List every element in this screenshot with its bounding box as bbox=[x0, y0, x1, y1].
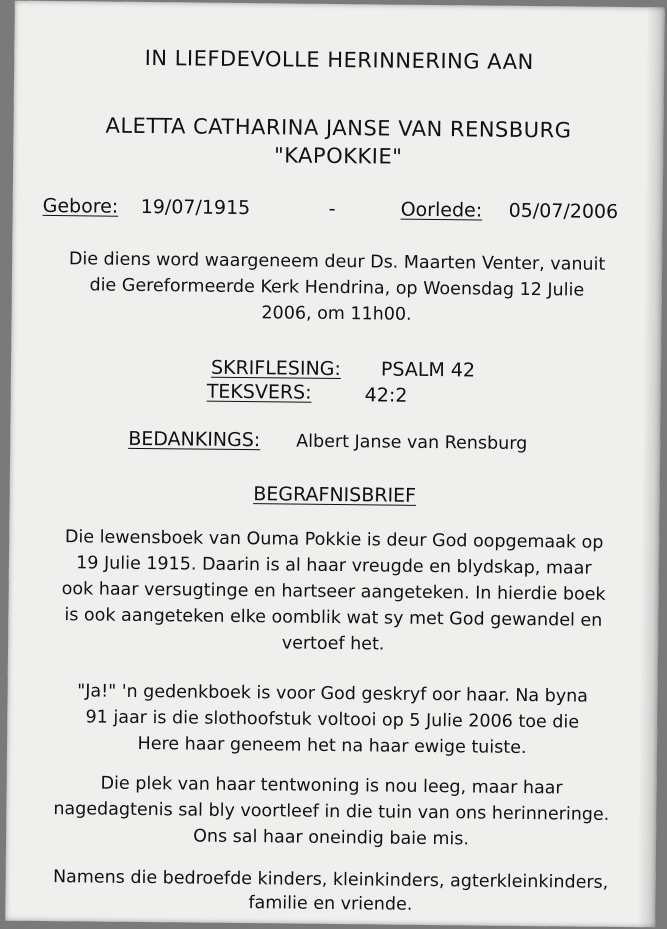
paragraph-line: nagedagtenis sal bly voortleef in die tuin van ons herinneringe. bbox=[53, 799, 610, 825]
born-date: 19/07/1915 bbox=[140, 195, 251, 220]
paragraph-line: Die plek van haar tentwoning is nou leeg, maar haar bbox=[100, 773, 563, 799]
closing-line: Namens die bedroefde kinders, kleinkinders, agterkleinkinders, bbox=[52, 867, 609, 893]
text-verse-value: 42:2 bbox=[364, 384, 408, 407]
date-separator: - bbox=[328, 197, 336, 220]
service-line: die Gereformeerde Kerk Hendrina, op Woensdag 12 Julie bbox=[89, 275, 585, 301]
paragraph-line: vertoef het. bbox=[281, 633, 385, 655]
scripture-value: PSALM 42 bbox=[380, 358, 476, 382]
died-date: 05/07/2006 bbox=[508, 199, 619, 223]
memorial-heading: IN LIEFDEVOLLE HERINNERING AAN bbox=[144, 45, 534, 75]
paragraph-line: "Ja!" 'n gedenkboek is voor God geskryf oor haar. Na byna bbox=[77, 681, 589, 707]
paragraph-line: Ons sal haar oneindig baie mis. bbox=[193, 826, 470, 850]
text-verse-label: TEKSVERS: bbox=[206, 380, 312, 404]
service-line: Die diens word waargeneem deur Ds. Maarten Venter, vanuit bbox=[68, 249, 606, 275]
deceased-name: ALETTA CATHARINA JANSE VAN RENSBURG bbox=[105, 113, 572, 143]
paragraph-line: 19 Julie 1915. Daarin is al haar vreugde en blydskap, maar bbox=[76, 553, 592, 579]
paragraph-line: Here haar geneem het na haar ewige tuiste. bbox=[137, 733, 527, 759]
died-label: Oorlede: bbox=[400, 198, 483, 222]
memorial-card bbox=[5, 1, 665, 928]
closing-line: familie en vriende. bbox=[248, 893, 413, 915]
dates-row bbox=[13, 194, 663, 223]
burial-letter-heading: BEGRAFNISBRIEF bbox=[253, 483, 417, 507]
thanks-label: BEDANKINGS: bbox=[128, 427, 261, 452]
scripture-label: SKRIFLESING: bbox=[210, 356, 341, 381]
paragraph-line: 91 jaar is die slothoofstuk voltooi op 5 Julie 2006 toe die bbox=[85, 707, 580, 733]
thanks-value: Albert Janse van Rensburg bbox=[296, 431, 528, 455]
paragraph-line: ook haar versugtinge en hartseer aangeteken. In hierdie boek bbox=[61, 579, 606, 605]
deceased-nickname: "KAPOKKIE" bbox=[273, 143, 403, 169]
service-line: 2006, om 11h00. bbox=[261, 303, 412, 325]
paragraph-line: is ook aangeteken elke oomblik wat sy met God gewandel en bbox=[64, 605, 603, 631]
born-label: Gebore: bbox=[42, 194, 119, 218]
paragraph-line: Die lewensboek van Ouma Pokkie is deur God oopgemaak op bbox=[64, 527, 604, 553]
